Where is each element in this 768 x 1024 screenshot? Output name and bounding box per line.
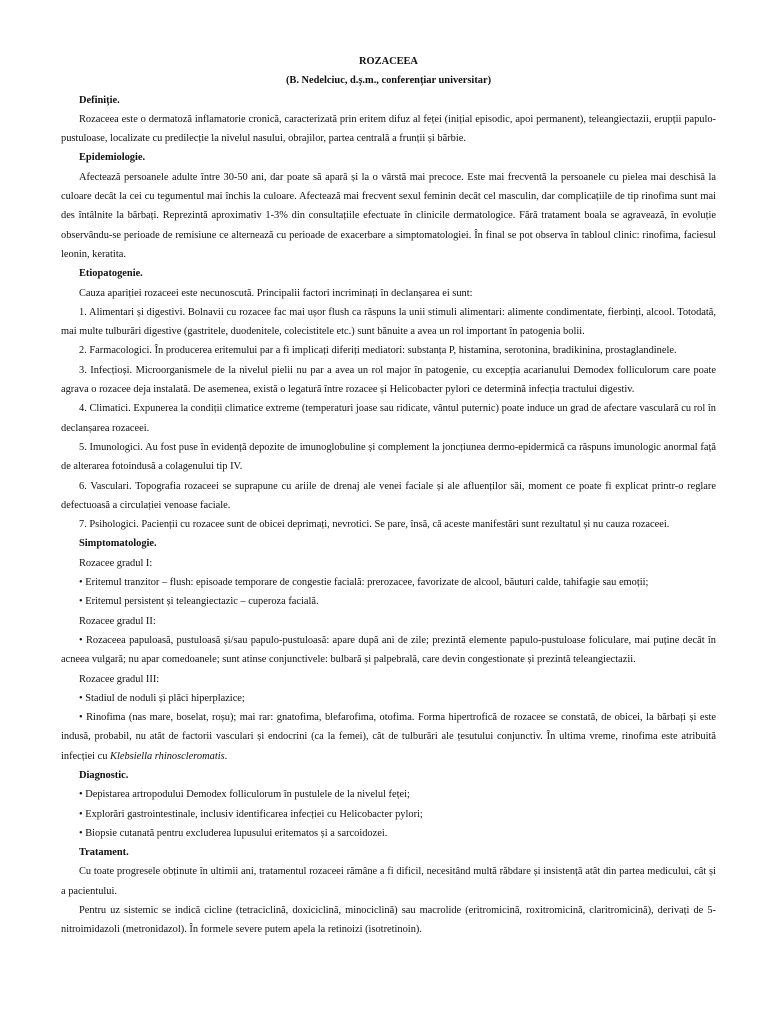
list-item: • Eritemul tranzitor – flush: episoade temporare de congestie facială: prerozacee, favorizate de alcool, băuturi calde, tahifagie sau emoții; xyxy=(79,577,649,589)
heading-tratament: Tratament. xyxy=(79,847,129,859)
list-item: 7. Psihologici. Pacienții cu rozacee sunt de obicei deprimați, nevrotici. Se pare, însă, că aceste manifestări sunt rezultatul și nu cauza rozaceei. xyxy=(79,519,670,531)
heading-diagnostic: Diagnostic. xyxy=(79,769,129,781)
subheading-grad-3: Rozacee gradul III: xyxy=(79,673,160,685)
document-author: (B. Nedelciuc, d.ș.m., conferențiar universitar) xyxy=(285,75,492,87)
paragraph-definitie: Rozaceea este o dermatoză inflamatorie cronică, caracterizată prin eritem difuz al feței (inițial episodic, apoi permanent), teleangiectazii, erupții papulo-pustuloase, localizate cu predilecție la nivelul nasului, obrajilor, partea centrală a frunții și bărbie. xyxy=(61,113,716,145)
heading-etiopatogenie: Etiopatogenie. xyxy=(79,268,143,280)
list-item: • Biopsie cutanată pentru excluderea lupusului eritematos și a sarcoidozei. xyxy=(79,827,388,839)
list-item: • Rozaceea papuloasă, pustuloasă și/sau papulo-pustuloasă: apare după ani de zile; prezintă elemente papulo-pustuloase foliculare, mai puține decât în acneea vulgară; nu apar comedoanele; sunt atinse conjunctivele: bulbară și palpebrală, care devin congestionate și prezintă teleangiectazii. xyxy=(61,634,716,666)
list-item: 1. Alimentari și digestivi. Bolnavii cu rozacee fac mai ușor flush ca răspuns la unii stimuli alimentari: alimente condimentate, fierbinți, alcool. Totodată, mai multe tulburări digestive (gastritele, duodenitele, colecistitele etc.) sunt bănuite a avea un rol important în patogenia bolii. xyxy=(61,306,716,338)
subheading-grad-2: Rozacee gradul II: xyxy=(79,615,156,627)
list-item: 2. Farmacologici. În producerea eritemului par a fi implicați diferiți mediatori: substanța P, histamina, serotonina, bradikinina, prostaglandinele. xyxy=(79,345,677,357)
paragraph-epidemiologie: Afectează persoanele adulte între 30-50 ani, dar poate să apară și la o vârstă mai precoce. Este mai frecventă la persoanele cu pielea mai deschisă la culoare decât la cei cu tegumentul mai închis la culoare. Afectează mai frecvent sexul feminin decât cel masculin, dar complicațiile de tip rinofima sunt mai des întâlnite la bărbați. Reprezintă aproximativ 1-3% din consultațiile efectuate în clinicile dermatologice. Fără tratament boala se agravează, în evoluție observându-se perioade de remisiune ce alternează cu perioade de exacerbare a simptomatologiei. În final se pot observa în tabloul clinic: rinofima, faciesul leonin, keratita. xyxy=(61,171,716,260)
list-item: • Explorări gastrointestinale, inclusiv identificarea infecției cu Helicobacter pylori; xyxy=(79,808,423,820)
heading-definitie: Definiție. xyxy=(79,94,120,106)
heading-epidemiologie: Epidemiologie. xyxy=(79,152,146,164)
heading-simptomatologie: Simptomatologie. xyxy=(79,538,157,550)
document-title: ROZACEEA xyxy=(359,56,418,67)
list-item: • Depistarea artropodului Demodex folliculorum în pustulele de la nivelul feței; xyxy=(79,789,410,801)
list-item-rinofima xyxy=(61,708,716,766)
list-item: 6. Vasculari. Topografia rozaceei se suprapune cu ariile de drenaj ale venei faciale și ale afluenților săi, moment ce poate fi explicat printr-o reglare defectuoasă a circulației venoase faciale. xyxy=(61,480,716,511)
paragraph-tratament-2: Pentru uz sistemic se indică cicline (tetraciclină, doxiciclină, minociclină) sau macrolide (eritromicină, roxitromicină, claritromicină), derivați de 5-nitroimidazoli (metronidazol). În formele severe putem apela la retinoizi (isotretinoin). xyxy=(61,905,716,936)
klebsiella-italic: Klebsiella rhinoscleromatis xyxy=(110,750,225,762)
paragraph-tratament-1: Cu toate progresele obținute în ultimii ani, tratamentul rozaceei rămâne a fi dificil, necesitând multă răbdare și insistență atât din partea medicului, cât și a pacientului. xyxy=(61,866,716,897)
list-item: 5. Imunologici. Au fost puse în evidență depozite de imunoglobuline și complement la joncțiunea dermo-epidermică ca răspuns imunologic anormal față de alterarea fotoindusă a colagenului tip IV. xyxy=(61,441,716,473)
rinofima-text: • Rinofima (nas mare, boselat, roșu); mai rar: gnatofima, blefarofima, otofima. Forma hipertrofică de rozacee se constată, de obicei, la bărbați și este indusă, probabil, nu atât de factorii vasculari și endocrini (ca la femei), cât de tulburări ale țesutului conjunctiv. În ultima vreme, rinofima este atribuită infecției cu xyxy=(61,712,716,762)
subheading-grad-1: Rozacee gradul I: xyxy=(79,557,153,569)
list-item: 3. Infecțioși. Microorganismele de la nivelul pielii nu par a avea un rol major în patogenie, cu excepția acarianului Demodex folliculorum care poate agrava o rozacee deja instalată. De asemenea, există o legatură între rozacee și Helicobacter pylori ce determină infecția tractului digestiv. xyxy=(61,364,716,396)
list-item: • Eritemul persistent și teleangiectazic – cuperoza facială. xyxy=(79,596,319,608)
rinofima-end: . xyxy=(224,750,228,762)
list-item: • Stadiul de noduli și plăci hiperplazice; xyxy=(79,692,245,704)
list-item: 4. Climatici. Expunerea la condiții climatice extreme (temperaturi joase sau ridicate, vântul puternic) poate induce un grad de afectare vasculară cu rol în declanșarea rozaceei. xyxy=(61,403,716,434)
paragraph-etiopatogenie-intro: Cauza apariției rozaceei este necunoscută. Principalii factori incriminați în declanșarea ei sunt: xyxy=(79,287,473,299)
